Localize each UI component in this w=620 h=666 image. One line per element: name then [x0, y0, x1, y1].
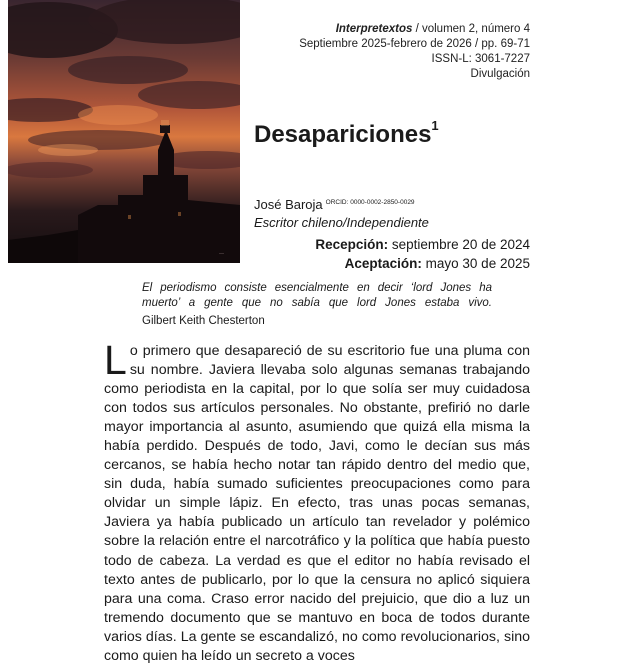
received-date: septiembre 20 de 2024 [391, 237, 530, 252]
author-name: José Baroja [254, 197, 323, 212]
journal-issn: ISSN-L: 3061-7227 [431, 53, 530, 65]
journal-volume: / volumen 2, número 4 [415, 23, 530, 35]
journal-name: Interpretextos [335, 23, 413, 35]
drop-cap: L [104, 337, 127, 383]
author-affiliation: Escritor chileno/Independiente [254, 215, 429, 230]
article-title [254, 118, 439, 149]
epigraph-author: Gilbert Keith Chesterton [142, 315, 265, 327]
accepted-label: Aceptación: [344, 256, 422, 271]
body-paragraph-text: o primero que desapareció de su escritorio fue una pluma con su nombre. Javiera llevaba solo algunas semanas trabajando como periodista en la capital, por lo que solía ser muy cuidadosa con todos sus artículos personales. No obstante, prefirió no darle mayor importancia al asunto, asumiendo que quizá ella misma la había perdido. Después de todo, Javi, como le decían sus más cercanos, se había hecho notar tan rápido dentro del medio que, sin duda, había sumado suficientes preocupaciones como para olvidar un simple lápiz. En efecto, tras unas pocas semanas, Javiera ya había publicado un artículo tan revelador y polémico sobre la relación entre el narcotráfico y la política que había puesto todo de cabeza. La verdad es que el editor no había revisado el texto antes de publicarlo, por lo que la censura no aplicó siquiera para una coma. Craso error nacido del prejuicio, que dio a luz un tremendo documento que se mantuvo en boca de todos durante varios días. La gente se escandalizó, no como revolucionarios, sino como quien ha leído un secreto a voces [104, 343, 530, 664]
journal-period: Septiembre 2025-febrero de 2026 / pp. 69-71 [299, 38, 530, 50]
article-title-text: Desapariciones [254, 121, 432, 148]
epigraph-quote: El periodismo consiste esencialmente en decir ‘lord Jones ha muerto’ a gente que no sabía que lord Jones estaba vivo. [142, 282, 492, 309]
cover-signature: — [219, 251, 224, 257]
accepted-date: mayo 30 de 2025 [425, 256, 530, 271]
author-orcid[interactable]: ORCID: 0000-0002-2850-0029 [325, 199, 415, 206]
sunset-lighthouse-illustration [8, 0, 240, 263]
body-paragraph [104, 337, 530, 666]
journal-section: Divulgación [470, 68, 530, 80]
journal-metadata [299, 22, 530, 82]
article-dates [315, 235, 530, 273]
cover-image [8, 0, 240, 263]
title-footnote-marker[interactable]: 1 [431, 118, 439, 133]
received-label: Recepción: [315, 237, 389, 252]
author-line [254, 197, 415, 212]
